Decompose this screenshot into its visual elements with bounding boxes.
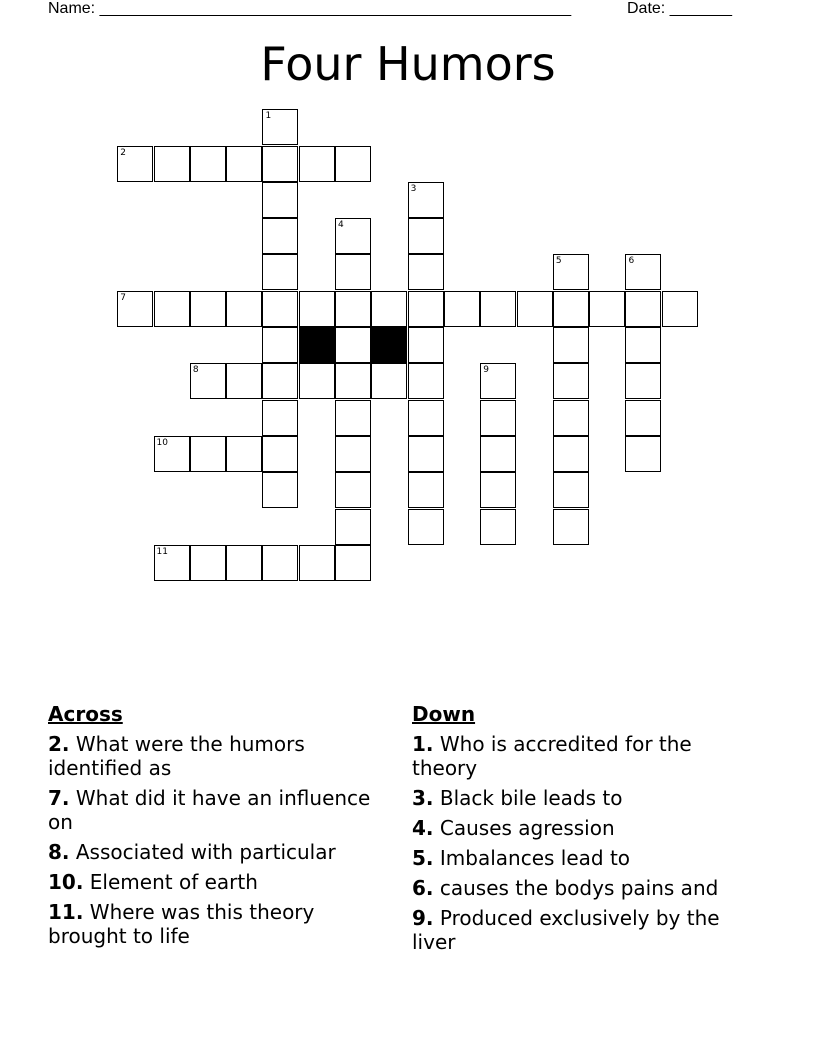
date-field-line: Date: _______ <box>627 0 732 17</box>
crossword-cell[interactable] <box>480 363 516 399</box>
crossword-cell[interactable] <box>480 509 516 545</box>
clue-text: causes the bodys pains and <box>439 876 719 900</box>
down-heading: Down <box>412 702 476 726</box>
crossword-cell[interactable] <box>262 146 298 182</box>
across-clue <box>48 870 378 894</box>
crossword-cell[interactable] <box>262 254 298 290</box>
crossword-cell[interactable] <box>371 363 407 399</box>
crossword-cell[interactable] <box>480 436 516 472</box>
across-clues <box>48 702 378 954</box>
crossword-cell[interactable] <box>190 146 226 182</box>
crossword-cell[interactable] <box>335 327 371 363</box>
crossword-cell[interactable] <box>262 182 298 218</box>
crossword-cell[interactable] <box>262 545 298 581</box>
crossword-cell[interactable] <box>625 400 661 436</box>
down-clues <box>412 702 762 960</box>
crossword-cell[interactable] <box>480 472 516 508</box>
crossword-cell[interactable] <box>226 436 262 472</box>
clue-number: 7. <box>48 786 70 810</box>
crossword-cell[interactable] <box>190 363 226 399</box>
crossword-cell[interactable] <box>553 254 589 290</box>
clue-number-label: 2 <box>120 147 126 158</box>
crossword-cell[interactable] <box>625 436 661 472</box>
clue-number-label: 4 <box>338 220 344 231</box>
clue-number-label: 7 <box>120 292 126 303</box>
crossword-cell[interactable] <box>226 146 262 182</box>
crossword-cell[interactable] <box>262 400 298 436</box>
clue-number: 11. <box>48 900 84 924</box>
crossword-cell[interactable] <box>262 218 298 254</box>
crossword-cell[interactable] <box>335 146 371 182</box>
crossword-cell[interactable] <box>625 363 661 399</box>
crossword-cell[interactable] <box>335 472 371 508</box>
clue-number: 2. <box>48 732 70 756</box>
crossword-cell[interactable] <box>262 327 298 363</box>
clue-number-label: 6 <box>628 256 635 267</box>
crossword-cell[interactable] <box>262 436 298 472</box>
crossword-cell[interactable] <box>335 363 371 399</box>
clue-text: Black bile leads to <box>439 786 623 810</box>
crossword-cell[interactable] <box>408 363 444 399</box>
clue-number: 8. <box>48 840 70 864</box>
down-clue <box>412 786 762 810</box>
crossword-cell[interactable] <box>625 327 661 363</box>
crossword-cell[interactable] <box>190 436 226 472</box>
crossword-cell[interactable] <box>299 146 335 182</box>
clue-text: Imbalances lead to <box>439 846 631 870</box>
crossword-cell[interactable] <box>625 254 661 290</box>
black-cell <box>299 327 335 363</box>
crossword-cell[interactable] <box>625 291 661 327</box>
crossword-cell[interactable] <box>335 436 371 472</box>
clue-number-label: 1 <box>265 111 272 122</box>
crossword-cell[interactable] <box>262 109 298 145</box>
clue-number: 6. <box>412 876 434 900</box>
clue-text: What were the humors identified as <box>48 732 305 780</box>
clue-number: 1. <box>412 732 434 756</box>
clue-number: 3. <box>412 786 434 810</box>
crossword-cell[interactable] <box>444 291 480 327</box>
across-clue <box>48 900 378 948</box>
crossword-cell[interactable] <box>589 291 625 327</box>
crossword-cell[interactable] <box>517 291 553 327</box>
crossword-cell[interactable] <box>335 545 371 581</box>
crossword-cell[interactable] <box>335 254 371 290</box>
crossword-cell[interactable] <box>154 291 190 327</box>
across-clue <box>48 786 378 834</box>
crossword-cell[interactable] <box>408 436 444 472</box>
crossword-cell[interactable] <box>408 472 444 508</box>
crossword-cell[interactable] <box>480 400 516 436</box>
crossword-cell[interactable] <box>190 291 226 327</box>
clue-text: Produced exclusively by the liver <box>412 906 720 954</box>
crossword-cell[interactable] <box>117 146 153 182</box>
down-clue <box>412 732 762 780</box>
crossword-cell[interactable] <box>553 291 589 327</box>
clue-number-label: 3 <box>410 183 417 194</box>
crossword-cell[interactable] <box>408 400 444 436</box>
crossword-cell[interactable] <box>408 254 444 290</box>
crossword-cell[interactable] <box>408 182 444 218</box>
clue-text: Who is accredited for the theory <box>412 732 692 780</box>
across-clue <box>48 732 378 780</box>
crossword-cell[interactable] <box>553 509 589 545</box>
down-clue <box>412 816 762 840</box>
clue-text: What did it have an influence on <box>48 786 371 834</box>
down-clue <box>412 906 762 954</box>
clue-text: Associated with particular <box>75 840 336 864</box>
crossword-cell[interactable] <box>408 509 444 545</box>
black-cell <box>371 327 407 363</box>
crossword-cell[interactable] <box>299 291 335 327</box>
crossword-cell[interactable] <box>154 436 190 472</box>
crossword-cell[interactable] <box>553 327 589 363</box>
crossword-cell[interactable] <box>335 291 371 327</box>
crossword-cell[interactable] <box>408 291 444 327</box>
name-field-line: Name: _____________________________________________________ <box>48 0 572 17</box>
clue-number-label: 5 <box>555 256 562 267</box>
crossword-cell[interactable] <box>262 363 298 399</box>
down-clue <box>412 846 762 870</box>
crossword-cell[interactable] <box>553 472 589 508</box>
crossword-cell[interactable] <box>335 218 371 254</box>
clue-number: 9. <box>412 906 434 930</box>
crossword-cell[interactable] <box>226 291 262 327</box>
clue-number: 4. <box>412 816 434 840</box>
crossword-cell[interactable] <box>117 291 153 327</box>
clue-text: Causes agression <box>439 816 615 840</box>
clue-number: 10. <box>48 870 84 894</box>
crossword-cell[interactable] <box>408 327 444 363</box>
crossword-cell[interactable] <box>553 400 589 436</box>
crossword-cell[interactable] <box>226 363 262 399</box>
crossword-cell[interactable] <box>553 363 589 399</box>
crossword-cell[interactable] <box>662 291 698 327</box>
puzzle-title: Four Humors <box>260 37 556 91</box>
crossword-cell[interactable] <box>154 146 190 182</box>
crossword-cell[interactable] <box>371 291 407 327</box>
clue-number-label: 9 <box>483 365 489 376</box>
clue-number-label: 8 <box>192 365 199 376</box>
down-clue <box>412 876 762 900</box>
clue-text: Where was this theory brought to life <box>48 900 315 948</box>
clue-number: 5. <box>412 846 434 870</box>
across-heading: Across <box>48 702 123 726</box>
clue-number-label: 10 <box>156 437 168 448</box>
clue-text: Element of earth <box>89 870 258 894</box>
crossword-cell[interactable] <box>553 436 589 472</box>
crossword-cell[interactable] <box>226 545 262 581</box>
crossword-cell[interactable] <box>262 291 298 327</box>
clue-number-label: 11 <box>156 546 168 557</box>
crossword-cell[interactable] <box>335 509 371 545</box>
crossword-cell[interactable] <box>190 545 226 581</box>
crossword-cell[interactable] <box>262 472 298 508</box>
crossword-cell[interactable] <box>299 545 335 581</box>
crossword-cell[interactable] <box>154 545 190 581</box>
crossword-cell[interactable] <box>408 218 444 254</box>
crossword-cell[interactable] <box>335 400 371 436</box>
crossword-cell[interactable] <box>299 363 335 399</box>
crossword-cell[interactable] <box>480 291 516 327</box>
across-clue <box>48 840 378 864</box>
